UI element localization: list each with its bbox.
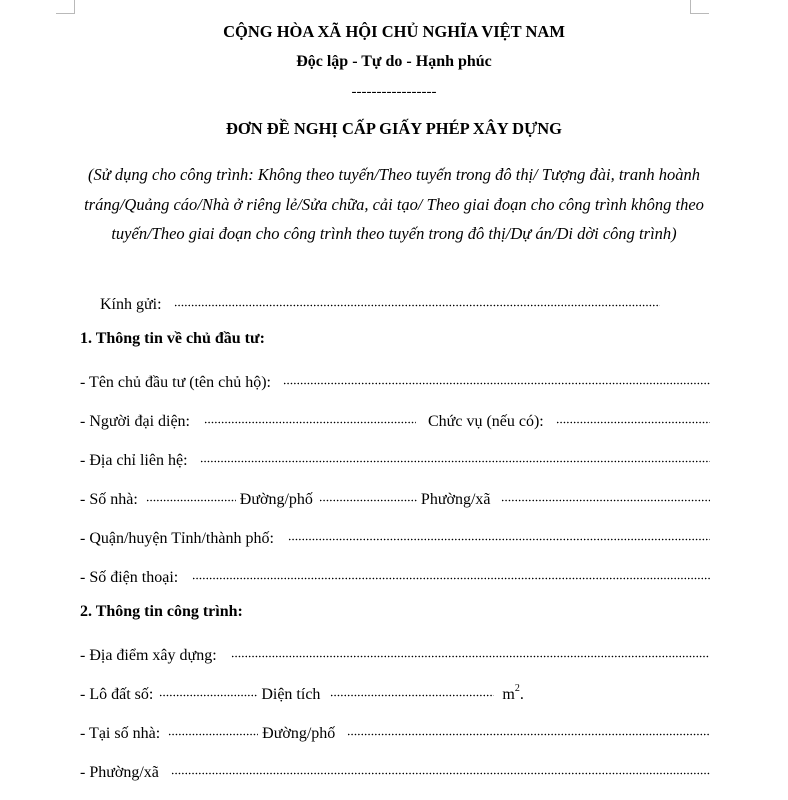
nation-header: CỘNG HÒA XÃ HỘI CHỦ NGHĨA VIỆT NAM [223, 22, 565, 41]
position-label: Chức vụ (nếu có): [428, 413, 544, 430]
location-line [80, 642, 710, 664]
motto: Độc lập - Tự do - Hạnh phúc [296, 53, 492, 70]
at-house-no-label: - Tại số nhà: [80, 725, 161, 742]
lot-area-line [80, 681, 710, 703]
header-separator: ----------------- [351, 84, 437, 100]
phone-field[interactable] [192, 564, 710, 582]
usage-note: (Sử dụng cho công trình: Không theo tuyến/Theo tuyến trong đô thị/ Tượng đài, tranh hoành tráng/Quảng cáo/Nhà ở riêng lẻ/Sửa chữa, cải tạo/ Theo giai đoạn cho công trình không theo tuyến/Theo giai đoạn cho công trình theo tuyến trong đô thị/Dự án/Di dời công trình) [84, 165, 704, 243]
ward-field[interactable] [501, 486, 711, 504]
at-house-no-field[interactable] [168, 720, 258, 738]
ward2-field[interactable] [171, 759, 710, 777]
district-province-field[interactable] [288, 525, 710, 543]
street-field[interactable] [319, 486, 417, 504]
addressee-line [100, 291, 660, 313]
form-title: ĐƠN ĐỀ NGHỊ CẤP GIẤY PHÉP XÂY DỰNG [226, 119, 562, 138]
addressee-field[interactable] [174, 291, 660, 309]
owner-name-label: - Tên chủ đầu tư (tên chủ hộ): [80, 374, 271, 391]
house-street-ward-line [80, 486, 710, 508]
representative-line [80, 408, 710, 430]
contact-address-label: - Địa chỉ liên hệ: [80, 452, 188, 469]
phone-line [80, 564, 710, 586]
representative-label: - Người đại diện: [80, 413, 190, 430]
street-label: Đường/phố [239, 491, 313, 508]
crop-mark-right [690, 0, 709, 14]
contact-address-field[interactable] [200, 447, 710, 465]
ward2-label: - Phường/xã [80, 764, 159, 781]
location-field[interactable] [231, 642, 710, 660]
owner-name-field[interactable] [283, 369, 710, 387]
at-house-street-line [80, 720, 710, 742]
area-unit: $m^2$. [502, 683, 524, 703]
ward2-line [80, 759, 710, 781]
crop-mark-left [56, 0, 75, 14]
area-label: Diện tích [261, 686, 321, 703]
owner-name-line [80, 369, 710, 391]
addressee-label: Kính gửi: [100, 296, 162, 313]
section2-heading: 2. Thông tin công trình: [80, 603, 243, 620]
location-label: - Địa điểm xây dựng: [80, 647, 217, 664]
lot-no-label: - Lô đất số: [80, 686, 154, 703]
district-province-line [80, 525, 710, 547]
area-field[interactable] [330, 681, 494, 699]
contact-address-line [80, 447, 710, 469]
district-province-label: - Quận/huyện Tỉnh/thành phố: [80, 530, 274, 547]
house-no-label: - Số nhà: [80, 491, 138, 508]
ward-label: Phường/xã [420, 491, 491, 508]
phone-label: - Số điện thoại: [80, 569, 179, 586]
street2-field[interactable] [347, 720, 710, 738]
section1-heading: 1. Thông tin về chủ đầu tư: [80, 330, 265, 347]
house-no-field[interactable] [146, 486, 236, 504]
representative-field[interactable] [204, 408, 416, 426]
street2-label: Đường/phố [262, 725, 336, 742]
position-field[interactable] [556, 408, 710, 426]
lot-no-field[interactable] [159, 681, 257, 699]
